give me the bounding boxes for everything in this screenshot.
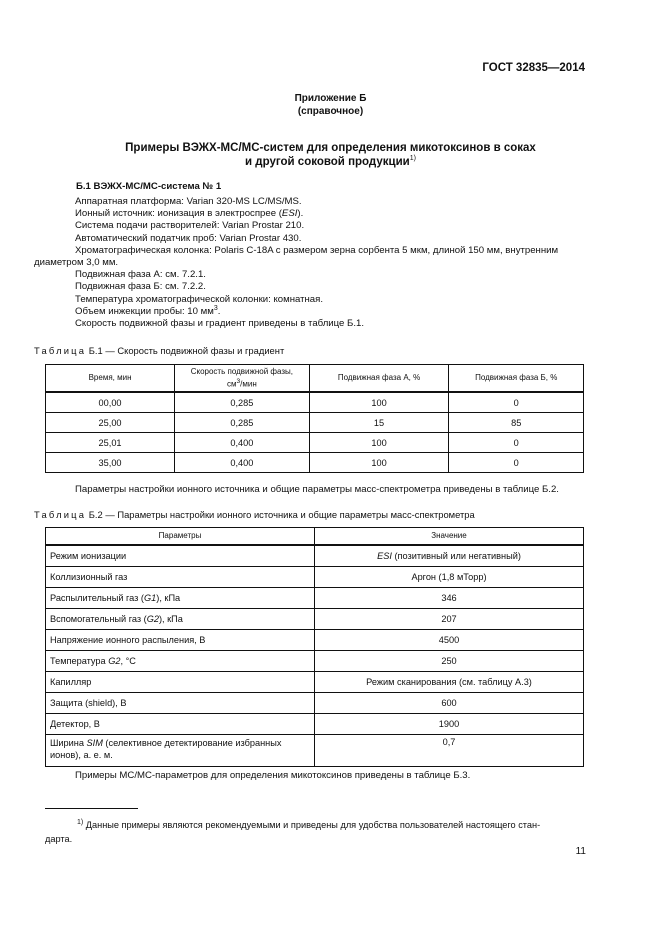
table-row: 00,00 0,285 100 0 [46, 392, 584, 413]
table-row: Детектор, В 1900 [46, 714, 584, 735]
footnote [45, 818, 583, 846]
table-row: Коллизионный газ Аргон (1,8 мТорр) [46, 567, 584, 588]
paragraph-table3-ref: Примеры МС/МС-параметров для определения микотоксинов приведены в таблице Б.3. [75, 770, 471, 781]
table-row: 25,00 0,285 15 85 [46, 413, 584, 433]
spec-line: Хроматографическая колонка: Polaris C-18A с размером зерна сорбента 5 мкм, длиной 150 мм, внутренним [75, 244, 559, 256]
table-row: Вспомогательный газ (G2), кПа 207 [46, 609, 584, 630]
table-row: Распылительный газ (G1), кПа 346 [46, 588, 584, 609]
table-row: Напряжение ионного распыления, В 4500 [46, 630, 584, 651]
spec-line: Скорость подвижной фазы и градиент приведены в таблице Б.1. [75, 318, 365, 330]
annex-title: Приложение Б [294, 93, 367, 104]
ms-parameters-table [45, 527, 584, 767]
flow-gradient-table [45, 364, 584, 473]
table-header-row [46, 528, 584, 546]
spec-line: Ионный источник: ионизация в электроспрее (ESI). [75, 208, 304, 220]
table-header-row [46, 365, 584, 393]
table-header-cell: Подвижная фаза А, % [309, 365, 449, 393]
table-row: Режим ионизации ESI (позитивный или негативный) [46, 545, 584, 567]
table-row: 35,00 0,400 100 0 [46, 453, 584, 473]
page-number: 11 [575, 846, 586, 857]
table-row: Капилляр Режим сканирования (см. таблицу А.3) [46, 672, 584, 693]
spec-line: Объем инжекции пробы: 10 $мм^3$. [75, 304, 221, 317]
table-row: Температура G2, °С 250 [46, 651, 584, 672]
document-code: ГОСТ 32835—2014 [482, 62, 585, 74]
table-row: Защита (shield), В 600 [46, 693, 584, 714]
title-footnote-mark: 1) [409, 155, 416, 163]
table-header-cell: Параметры [46, 528, 315, 546]
table1-caption: Таблица Б.1 — Скорость подвижной фазы и градиент [34, 345, 285, 356]
spec-line: диаметром 3,0 мм. [34, 257, 119, 269]
table-header-cell: Подвижная фаза Б, % [449, 365, 584, 393]
section-heading: Б.1 ВЭЖХ-МС/МС-система № 1 [76, 181, 222, 192]
footnote-divider [45, 808, 138, 809]
paragraph-table2-ref: Параметры настройки ионного источника и общие параметры масс-спектрометра приведены в таблице Б.2. [75, 484, 559, 495]
table-header-cell: Время, мин [46, 365, 175, 393]
title-line-1: Примеры ВЭЖХ-МС/МС-систем для определения микотоксинов в соках [125, 142, 536, 154]
spec-line: Автоматический податчик проб: Varian Prostar 430. [75, 232, 302, 244]
page-title [0, 141, 661, 169]
table2-caption: Таблица Б.2 — Параметры настройки ионного источника и общие параметры масс-спектрометра [34, 509, 475, 520]
spec-line: Подвижная фаза А: см. 7.2.1. [75, 269, 206, 281]
annex-note: (справочное) [297, 106, 364, 117]
table-header-cell: Значение [315, 528, 584, 546]
spec-line: Система подачи растворителей: Varian Prostar 210. [75, 220, 305, 232]
annex-heading [0, 92, 661, 118]
footnote-text: Данные примеры являются рекомендуемыми и приведены для удобства пользователей настоящего стан- [83, 820, 541, 830]
spec-line: Подвижная фаза Б: см. 7.2.2. [75, 281, 206, 293]
title-line-2: и другой соковой продукции [245, 156, 410, 168]
table-row: Ширина SIM (селективное детектирование избранных ионов), а. е. м. 0,7 [46, 735, 584, 767]
table-header-cell: Скорость подвижной фазы, $см^3$/мин [175, 365, 310, 393]
spec-line: Аппаратная платформа: Varian 320-MS LC/MS/MS. [75, 196, 302, 207]
table-row: 25,01 0,400 100 0 [46, 433, 584, 453]
footnote-text-cont: дарта. [45, 834, 73, 844]
footnote-mark: 1) [77, 818, 84, 826]
system-specs [34, 196, 582, 330]
spec-line: Температура хроматографической колонки: комнатная. [75, 293, 324, 305]
